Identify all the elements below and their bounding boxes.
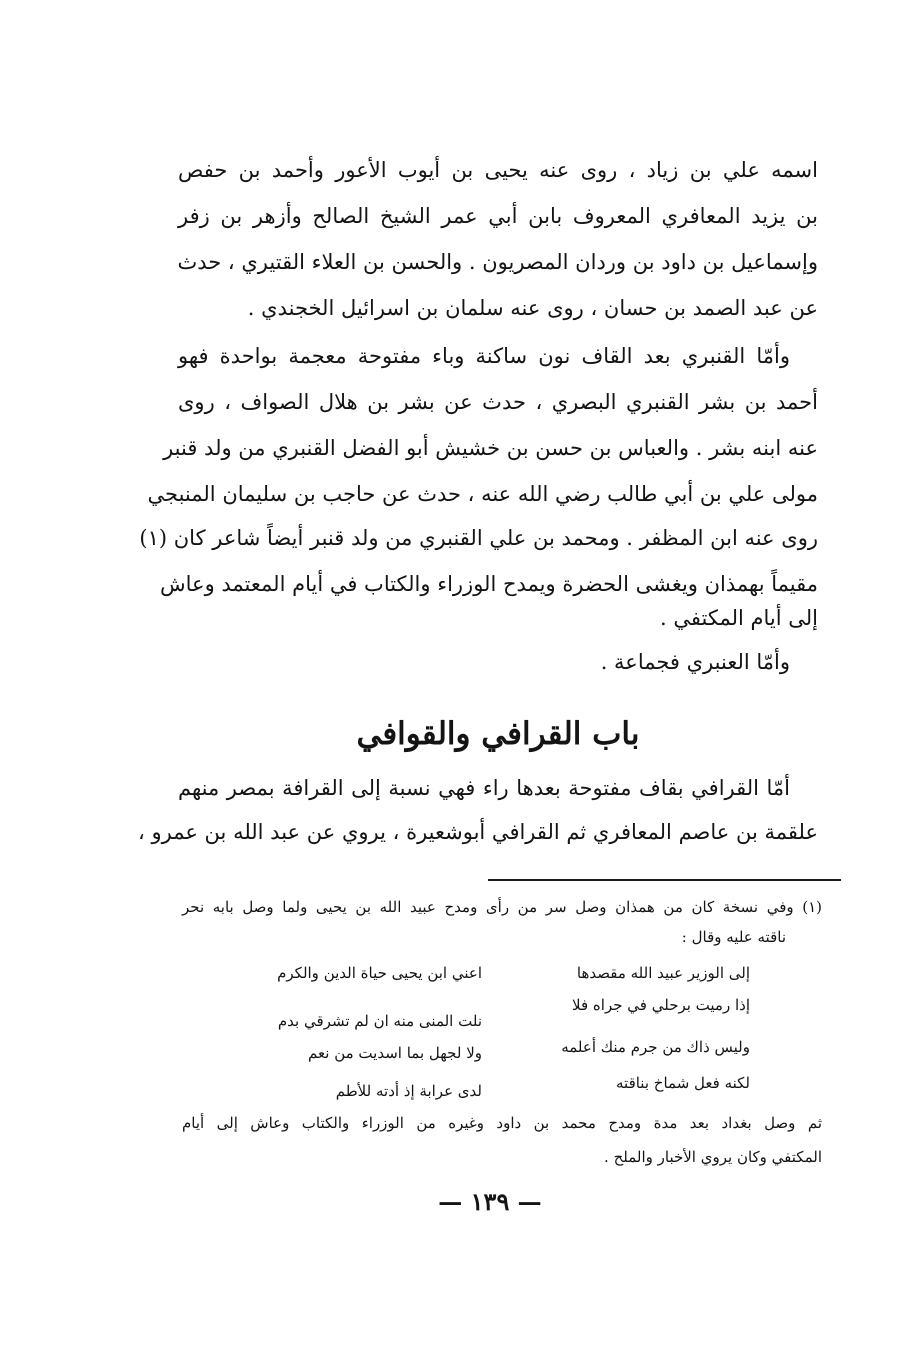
verse-first-hemistich: وليس ذاك من جرم منك أعلمه — [561, 1038, 750, 1056]
body-line: عن عبد الصمد بن حسان ، روى عنه سلمان بن اسرائيل الخجندي . — [247, 296, 818, 320]
page-number: — ١٣٩ — — [438, 1187, 542, 1216]
body-line: بن يزيد المعافري المعروف بابن أبي عمر الشيخ الصالح وأزهر بن زفر — [178, 204, 818, 228]
verse-second-hemistich: لدى عرابة إذ أدته للأطم — [335, 1082, 482, 1100]
footnote-separator — [488, 879, 841, 881]
body-line: عنه ابنه بشر . والعباس بن حسن بن خشيش أبو الفضل القنبري من ولد قنبر — [163, 436, 818, 460]
section-line: علقمة بن عاصم المعافري ثم القرافي أبوشعيرة ، يروي عن عبد الله بن عمرو ، — [138, 820, 818, 844]
body-line: روى عنه ابن المظفر . ومحمد بن علي القنبري من ولد قنبر أيضاً شاعر كان (١) — [139, 526, 818, 550]
footnote-line: (١) وفي نسخة كان من همذان وصل سر من رأى ومدح عبيد الله بن يحيى ولما وصل بابه نحر — [182, 898, 822, 916]
verse-second-hemistich: نلت المنى منه ان لم تشرقي بدم — [277, 1012, 482, 1030]
body-line: وأمّا القنبري بعد القاف نون ساكنة وباء مفتوحة معجمة بواحدة فهو — [178, 344, 790, 368]
body-line: إلى أيام المكتفي . — [660, 606, 818, 630]
footnote-line: ناقته عليه وقال : — [681, 928, 786, 946]
verse-first-hemistich: إذا رميت برحلي في جراه فلا — [572, 996, 750, 1014]
body-line: وإسماعيل بن داود بن وردان المصريون . والحسن بن العلاء القتيري ، حدث — [177, 250, 818, 274]
body-line: اسمه علي بن زياد ، روى عنه يحيى بن أيوب الأعور وأحمد بن حفص — [178, 158, 818, 182]
verse-second-hemistich: اعني ابن يحيى حياة الدين والكرم — [277, 964, 482, 982]
verse-first-hemistich: إلى الوزير عبيد الله مقصدها — [576, 964, 750, 982]
verse-first-hemistich: لكنه فعل شماخ بناقته — [616, 1074, 750, 1092]
section-line: أمّا القرافي بقاف مفتوحة بعدها راء فهي نسبة إلى القرافة بمصر منهم — [178, 776, 790, 800]
verse-second-hemistich: ولا لجهل بما اسديت من نعم — [308, 1044, 482, 1062]
body-line: وأمّا العنبري فجماعة . — [600, 650, 790, 674]
body-line: مولى علي بن أبي طالب رضي الله عنه ، حدث عن حاجب بن سليمان المنبجي — [147, 482, 818, 506]
body-line: مقيماً بهمذان ويغشى الحضرة ويمدح الوزراء والكتاب في أيام المعتمد وعاش — [160, 572, 818, 596]
body-line: أحمد بن بشر القنبري البصري ، حدث عن بشر بن هلال الصواف ، روى — [178, 390, 818, 414]
section-heading: باب القرافي والقوافي — [356, 716, 640, 752]
footnote-line: ثم وصل بغداد بعد مدة ومدح محمد بن داود وغيره من الوزراء والكتاب وعاش إلى أيام — [182, 1114, 822, 1132]
footnote-line: المكتفي وكان يروي الأخبار والملح . — [604, 1148, 822, 1166]
